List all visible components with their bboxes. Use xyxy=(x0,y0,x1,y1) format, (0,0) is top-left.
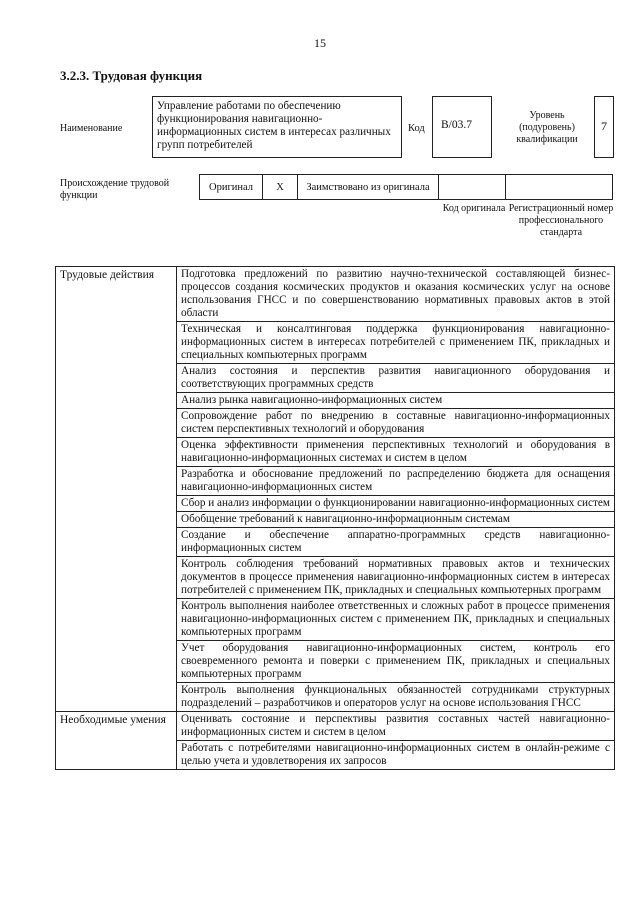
code-label: Код xyxy=(408,123,425,134)
labor-action-item: Сбор и анализ информации о функционировании навигационно-информационных систем xyxy=(177,496,615,512)
code-original-caption: Код оригинала xyxy=(442,203,506,214)
labor-action-item: Обобщение требований к навигационно-информационным системам xyxy=(177,512,615,528)
labor-action-item: Подготовка предложений по развитию научно-технической составляющей бизнес-процессов создания космических продуктов и оказания космических услуг на основе использования ГНСС и по совершенствованию нормативных правовых актов в этой области xyxy=(177,267,615,322)
page-number: 15 xyxy=(314,36,326,50)
code-original-cell xyxy=(438,174,506,200)
labor-action-item: Анализ состояния и перспектив развития навигационного оборудования и соответствующих программных средств xyxy=(177,364,615,393)
labor-action-item: Контроль выполнения наиболее ответственных и сложных работ в процессе применения навигационно-информационных систем с применением ПК, прикладных и специальных компьютерных программ xyxy=(177,599,615,641)
labor-action-item: Контроль соблюдения требований нормативных правовых актов и технических документов в процессе применения навигационно-информационных систем в интересах потребителей с применением ПК, прикладных и специальных компьютерных программ xyxy=(177,557,615,599)
labor-actions-label: Трудовые действия xyxy=(56,267,177,712)
function-name-box: Управление работами по обеспечению функционирования навигационно-информационных систем в интересах различных групп потребителей xyxy=(152,96,402,158)
borrowed-label: Заимствовано из оригинала xyxy=(297,174,439,200)
original-mark: X xyxy=(262,174,298,200)
skill-item: Работать с потребителями навигационно-информационных систем в онлайн-режиме с целью учета и удовлетворения их запросов xyxy=(177,741,615,770)
reg-number-caption: Регистрационный номер профессионального стандарта xyxy=(508,203,614,238)
labor-action-item: Сопровождение работ по внедрению в составные навигационно-информационных систем перспективных технологий и оборудования xyxy=(177,409,615,438)
table-row xyxy=(56,712,615,741)
function-table xyxy=(55,266,615,770)
code-box: B/03.7 xyxy=(432,96,492,158)
table-row xyxy=(56,267,615,322)
labor-action-item: Анализ рынка навигационно-информационных систем xyxy=(177,393,615,409)
skills-label: Необходимые умения xyxy=(56,712,177,770)
labor-action-item: Контроль выполнения функциональных обязанностей сотрудниками структурных подразделений – разработчиков и операторов услуг на основе использования ГНСС xyxy=(177,683,615,712)
reg-number-cell xyxy=(505,174,613,200)
name-label: Наименование xyxy=(60,123,123,134)
origin-table xyxy=(200,174,613,200)
labor-action-item: Учет оборудования навигационно-информационных систем, контроль его своевременного ремонта и поверки с применением ПК, прикладных и специальных компьютерных программ xyxy=(177,641,615,683)
labor-action-item: Оценка эффективности применения перспективных технологий и оборудования в навигационно-информационных системах и систем в целом xyxy=(177,438,615,467)
section-title: 3.2.3. Трудовая функция xyxy=(60,68,203,83)
original-label: Оригинал xyxy=(199,174,263,200)
labor-action-item: Создание и обеспечение аппаратно-программных средств навигационно-информационных систем xyxy=(177,528,615,557)
skill-item: Оценивать состояние и перспективы развития составных частей навигационно-информационных систем и систем в целом xyxy=(177,712,615,741)
labor-action-item: Разработка и обоснование предложений по распределению бюджета для оснащения навигационно-информационных систем xyxy=(177,467,615,496)
origin-label: Происхождение трудовой функции xyxy=(60,178,170,201)
qualification-level-label: Уровень (подуровень) квалификации xyxy=(516,110,578,145)
labor-action-item: Техническая и консалтинговая поддержка функционирования навигационно-информационных систем в интересах потребителей с применением ПК, прикладных и специальных компьютерных программ xyxy=(177,322,615,364)
qualification-level-box: 7 xyxy=(594,96,614,158)
